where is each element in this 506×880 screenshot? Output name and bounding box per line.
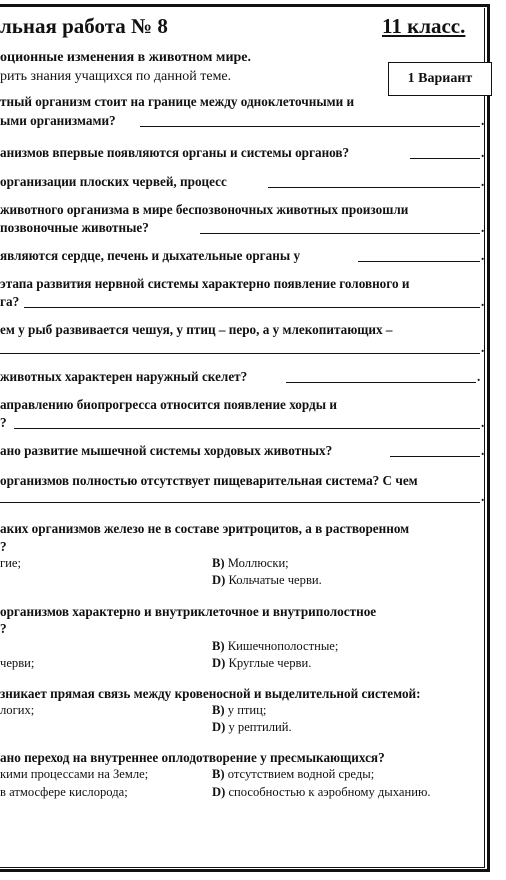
answer-line-10[interactable] xyxy=(390,456,480,457)
answer-period: . xyxy=(481,174,485,189)
question-9-line-2: ? xyxy=(0,415,7,430)
question-13-line-1: организмов характерно и внутриклеточное и внутриполостное xyxy=(0,604,377,619)
question-15: ано переход на внутреннее оплодотворение у пресмыкающихся? xyxy=(0,750,385,765)
question-14-option-b[interactable]: B) у птиц; xyxy=(212,703,267,717)
answer-line-9[interactable] xyxy=(14,428,480,429)
answer-line-3[interactable] xyxy=(268,187,480,188)
question-14: зникает прямая связь между кровеносной и выделительной системой: xyxy=(0,686,421,701)
question-5: являются сердце, печень и дыхательные органы у xyxy=(0,248,301,263)
question-15-option-d[interactable]: D) способностью к аэробному дыханию. xyxy=(212,785,431,799)
answer-line-8[interactable] xyxy=(286,382,476,383)
answer-period: . xyxy=(481,294,485,309)
question-12-line-2: ? xyxy=(0,539,7,554)
answer-line-11[interactable] xyxy=(0,502,480,503)
answer-period: . xyxy=(481,220,485,235)
question-14-option-d[interactable]: D) у рептилий. xyxy=(212,720,292,734)
question-13-line-2: ? xyxy=(0,621,7,636)
question-11: организмов полностью отсутствует пищеварительная система? С чем xyxy=(0,473,418,488)
question-12-line-1: аких организмов железо не в составе эритроцитов, а в растворенном xyxy=(0,521,410,536)
question-13-option-b[interactable]: B) Кишечнополостные; xyxy=(212,639,339,653)
question-3: организации плоских червей, процесс xyxy=(0,174,227,189)
question-15-option-c[interactable]: в атмосфере кислорода; xyxy=(0,785,128,799)
worksheet-title: льная работа № 8 xyxy=(0,14,168,38)
question-14-option-a[interactable]: логих; xyxy=(0,703,35,717)
question-6-line-2: га? xyxy=(0,294,20,309)
grade-label: 11 класс. xyxy=(382,14,466,38)
answer-line-6[interactable] xyxy=(24,307,480,308)
question-1-line-2: ыми организмами? xyxy=(0,113,116,128)
answer-period: . xyxy=(481,340,485,355)
question-15-option-b[interactable]: B) отсутствием водной среды; xyxy=(212,767,375,781)
question-12-option-d[interactable]: D) Кольчатые черви. xyxy=(212,573,322,587)
question-7: ем у рыб развивается чешуя, у птиц – перо, а у млекопитающих – xyxy=(0,322,393,337)
question-13-option-d[interactable]: D) Круглые черви. xyxy=(212,656,312,670)
question-15-option-a[interactable]: кими процессами на Земле; xyxy=(0,767,149,781)
question-10: ано развитие мышечной системы хордовых животных? xyxy=(0,443,333,458)
question-4-line-2: позвоночные животные? xyxy=(0,220,149,235)
question-8: животных характерен наружный скелет? xyxy=(0,369,248,384)
question-9-line-1: аправлению биопрогресса относится появление хорды и xyxy=(0,397,337,412)
answer-line-4[interactable] xyxy=(200,233,480,234)
question-6-line-1: этапа развития нервной системы характерно появление головного и xyxy=(0,276,410,291)
variant-box: 1 Вариант xyxy=(388,62,492,96)
question-4-line-1: животного организма в мире беспозвоночных животных произошли xyxy=(0,202,409,217)
answer-line-7[interactable] xyxy=(0,353,480,354)
answer-line-5[interactable] xyxy=(358,261,480,262)
answer-period: . xyxy=(481,489,485,504)
answer-line-2[interactable] xyxy=(410,158,480,159)
answer-period: . xyxy=(481,415,485,430)
question-1-line-1: тный организм стоит на границе между одноклеточными и xyxy=(0,94,355,109)
question-12-option-a[interactable]: гие; xyxy=(0,556,21,570)
question-13-option-c[interactable]: черви; xyxy=(0,656,35,670)
answer-period: . xyxy=(481,145,485,160)
topic-heading: оционные изменения в животном мире. xyxy=(0,50,252,65)
answer-line-1[interactable] xyxy=(140,126,480,127)
answer-period: . xyxy=(481,248,485,263)
question-12-option-b[interactable]: B) Моллюски; xyxy=(212,556,289,570)
goal-text: рить знания учащихся по данной теме. xyxy=(0,69,232,84)
answer-period: . xyxy=(481,113,485,128)
answer-period: . xyxy=(477,369,481,384)
question-2: анизмов впервые появляются органы и системы органов? xyxy=(0,145,350,160)
answer-period: . xyxy=(481,443,485,458)
